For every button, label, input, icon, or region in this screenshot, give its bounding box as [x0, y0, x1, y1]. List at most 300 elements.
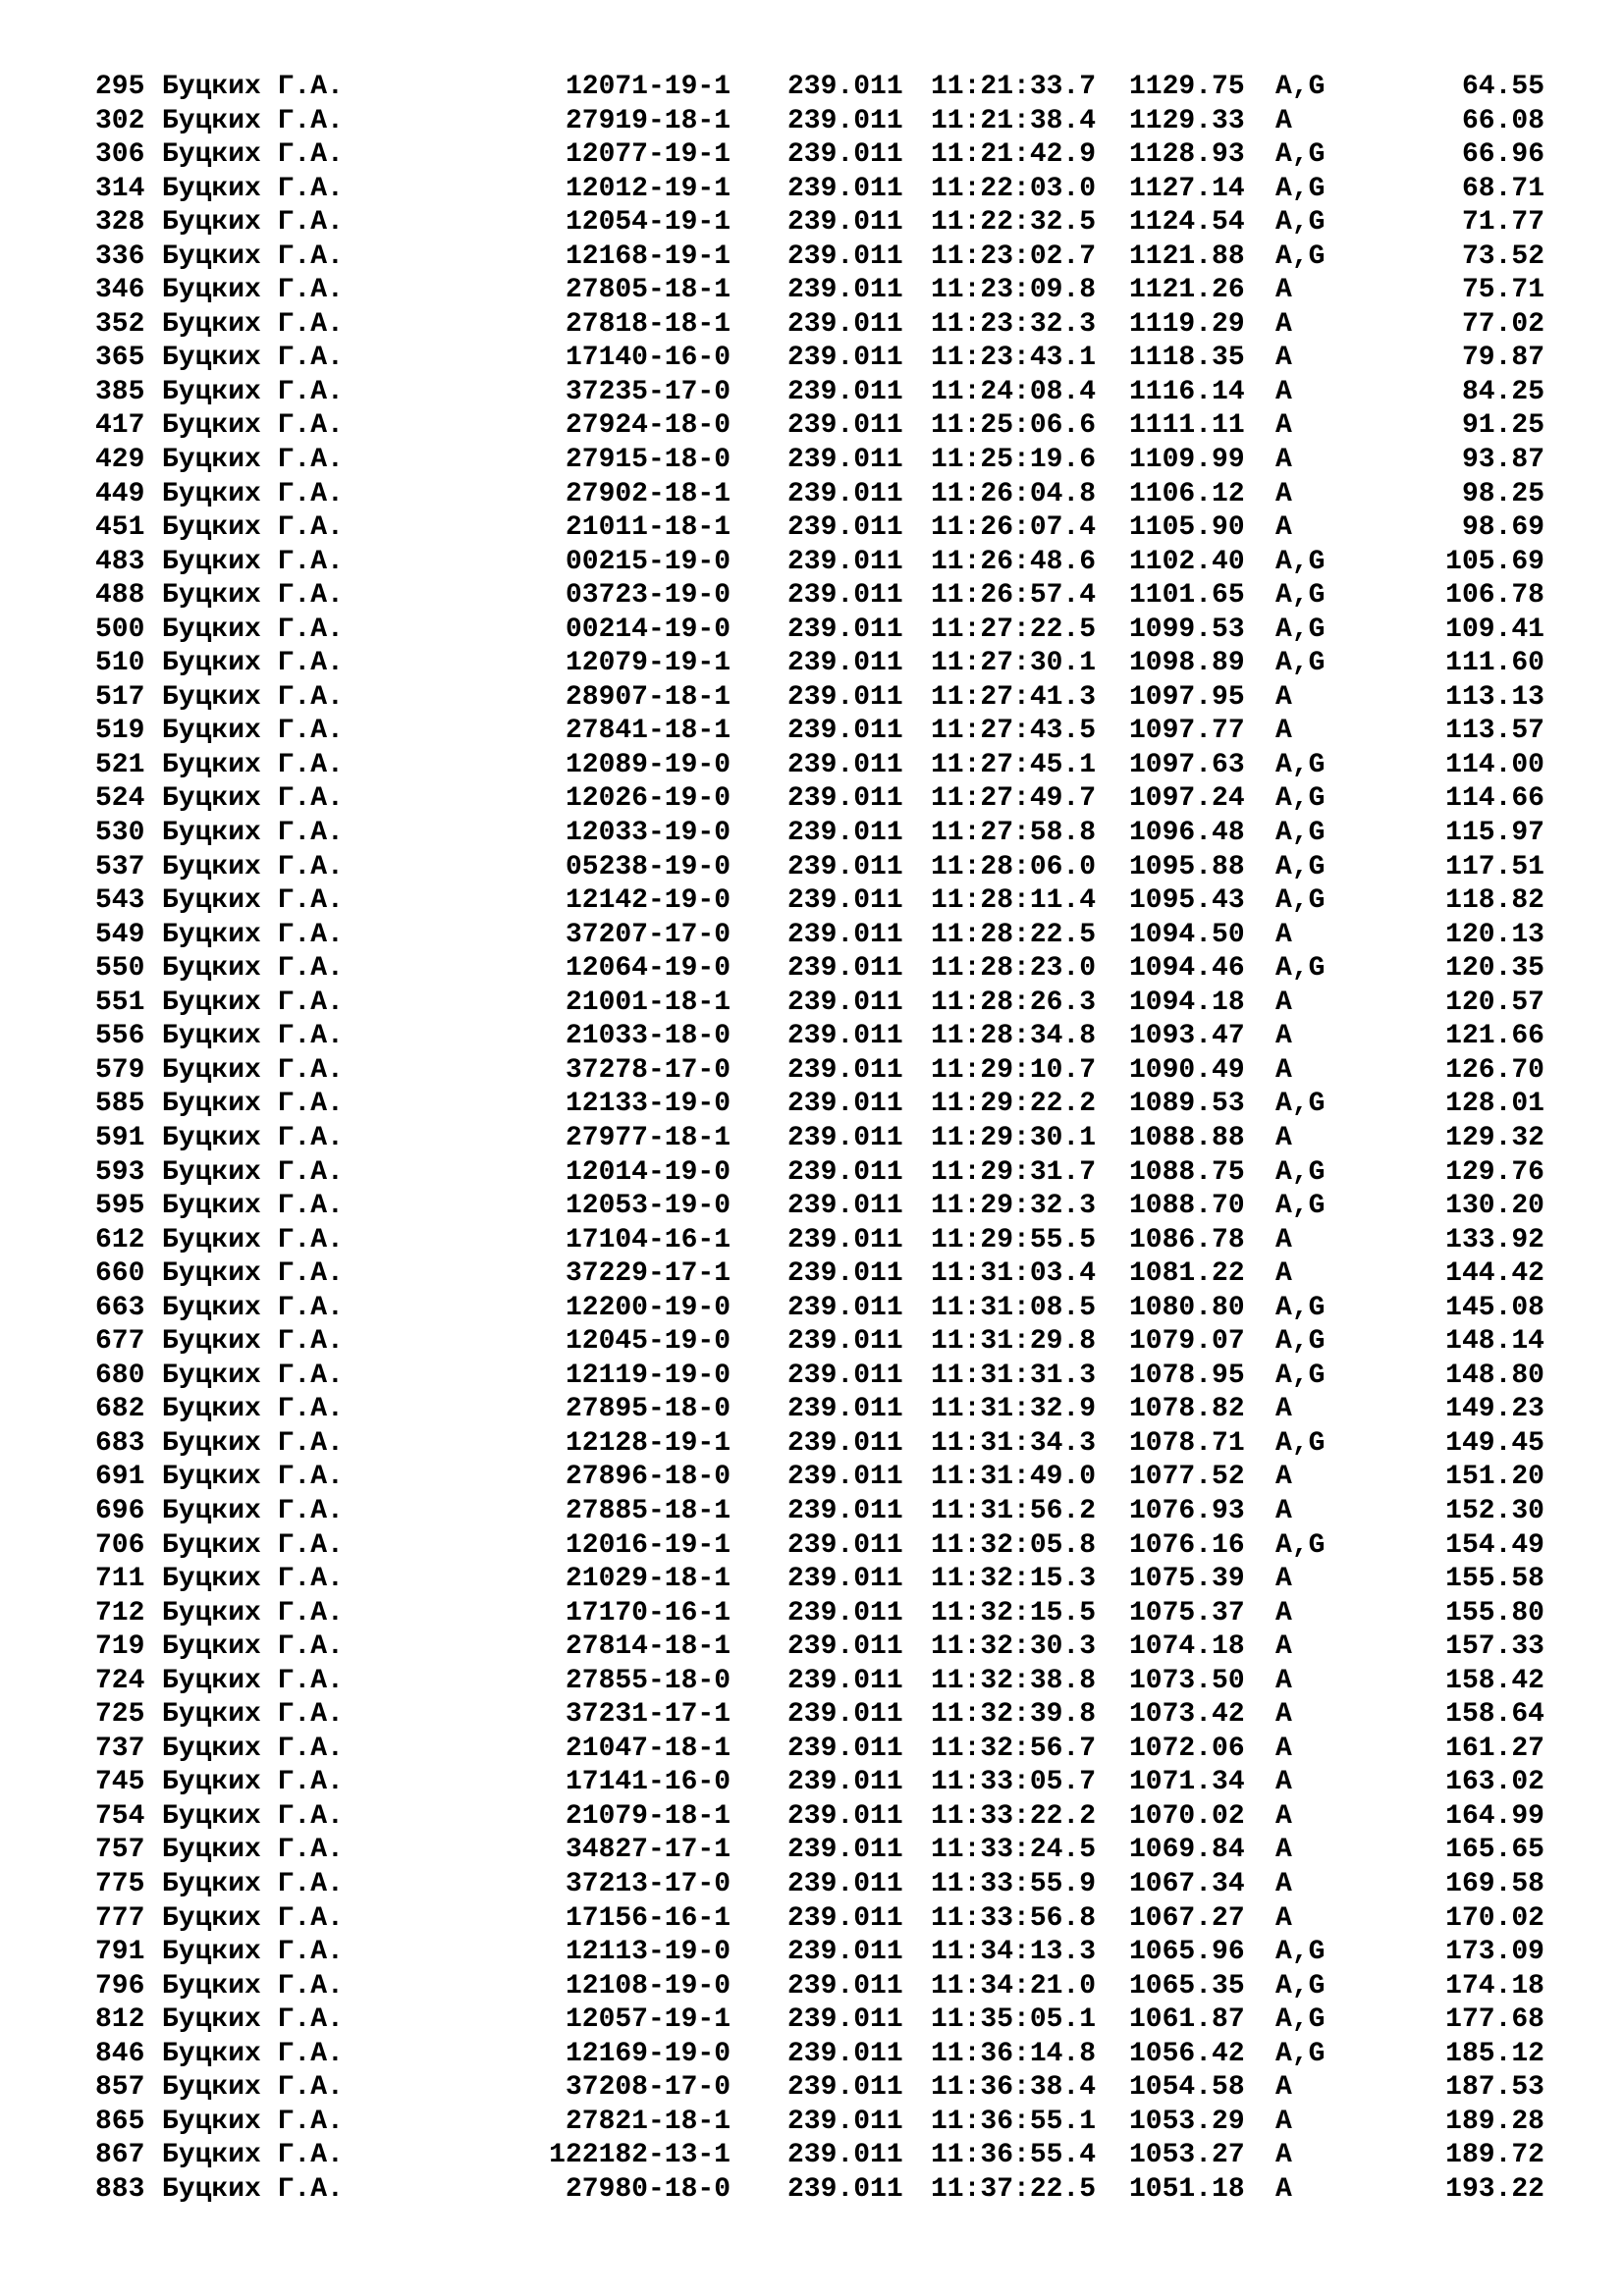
time-value: 11:22:32.5 — [931, 207, 1097, 239]
record-id: 00215-19-0 — [565, 546, 731, 577]
day-value: 239.011 — [787, 445, 903, 476]
table-row — [0, 206, 1624, 240]
result-value: 174.18 — [1445, 1970, 1544, 2002]
row-number: 417 — [95, 410, 145, 442]
day-value: 239.011 — [787, 105, 903, 136]
record-id: 122182-13-1 — [549, 2140, 731, 2171]
time-value: 11:21:33.7 — [931, 72, 1097, 102]
flags-value: A,G — [1275, 885, 1326, 917]
observer-name: Буцких Г.А. — [162, 1937, 344, 1968]
observer-name: Буцких Г.А. — [162, 987, 344, 1018]
flags-value: A,G — [1275, 1937, 1326, 1968]
flags-value: A,G — [1275, 818, 1326, 849]
record-id: 27821-18-1 — [565, 2106, 731, 2137]
observer-name: Буцких Г.А. — [162, 818, 344, 849]
observer-name: Буцких Г.А. — [162, 1089, 344, 1120]
record-id: 27814-18-1 — [565, 1631, 731, 1663]
flags-value: A,G — [1275, 614, 1326, 645]
time-value: 11:37:22.5 — [931, 2173, 1097, 2205]
time-value: 11:33:05.7 — [931, 1767, 1097, 1798]
observer-name: Буцких Г.А. — [162, 1462, 344, 1493]
flags-value: A — [1275, 1868, 1292, 1899]
time-value: 11:27:30.1 — [931, 648, 1097, 679]
time-value: 11:32:39.8 — [931, 1699, 1097, 1731]
result-value: 169.58 — [1445, 1868, 1544, 1899]
row-number: 696 — [95, 1495, 145, 1526]
observer-name: Буцких Г.А. — [162, 376, 344, 407]
record-id: 37235-17-0 — [565, 376, 731, 407]
day-value: 239.011 — [787, 783, 903, 815]
result-value: 130.20 — [1445, 1191, 1544, 1222]
flags-value: A,G — [1275, 1089, 1326, 1120]
row-number: 712 — [95, 1597, 145, 1629]
row-number: 711 — [95, 1564, 145, 1595]
observer-name: Буцких Г.А. — [162, 716, 344, 747]
row-number: 883 — [95, 2173, 145, 2205]
result-value: 189.28 — [1445, 2106, 1544, 2137]
result-value: 114.66 — [1445, 783, 1544, 815]
result-value: 148.14 — [1445, 1326, 1544, 1358]
result-value: 165.65 — [1445, 1835, 1544, 1866]
table-row — [0, 2106, 1624, 2140]
flags-value: A — [1275, 1462, 1292, 1493]
observer-name: Буцких Г.А. — [162, 1835, 344, 1866]
day-value: 239.011 — [787, 987, 903, 1018]
result-value: 148.80 — [1445, 1360, 1544, 1391]
measurement-value: 1121.26 — [1129, 275, 1245, 306]
record-id: 21033-18-0 — [565, 1021, 731, 1052]
row-number: 549 — [95, 919, 145, 950]
observer-name: Буцких Г.А. — [162, 851, 344, 882]
day-value: 239.011 — [787, 512, 903, 544]
row-number: 500 — [95, 614, 145, 645]
measurement-value: 1127.14 — [1129, 173, 1245, 204]
observer-name: Буцких Г.А. — [162, 445, 344, 476]
day-value: 239.011 — [787, 139, 903, 171]
observer-name: Буцких Г.А. — [162, 1021, 344, 1052]
day-value: 239.011 — [787, 376, 903, 407]
table-row — [0, 851, 1624, 885]
record-id: 21047-18-1 — [565, 1733, 731, 1764]
row-number: 867 — [95, 2140, 145, 2171]
table-row — [0, 1868, 1624, 1902]
observer-name: Буцких Г.А. — [162, 2106, 344, 2137]
row-number: 336 — [95, 240, 145, 272]
observer-name: Буцких Г.А. — [162, 614, 344, 645]
record-id: 37213-17-0 — [565, 1868, 731, 1899]
result-value: 193.22 — [1445, 2173, 1544, 2205]
flags-value: A — [1275, 2072, 1292, 2104]
row-number: 677 — [95, 1326, 145, 1358]
record-id: 12012-19-1 — [565, 173, 731, 204]
flags-value: A,G — [1275, 2004, 1326, 2036]
row-number: 777 — [95, 1902, 145, 1934]
flags-value: A — [1275, 1564, 1292, 1595]
observer-name: Буцких Г.А. — [162, 1529, 344, 1561]
flags-value: A,G — [1275, 749, 1326, 780]
record-id: 12077-19-1 — [565, 139, 731, 171]
row-number: 595 — [95, 1191, 145, 1222]
measurement-value: 1076.93 — [1129, 1495, 1245, 1526]
observer-name: Буцких Г.А. — [162, 1360, 344, 1391]
measurement-value: 1080.80 — [1129, 1292, 1245, 1323]
record-id: 27902-18-1 — [565, 478, 731, 509]
observer-name: Буцких Г.А. — [162, 1394, 344, 1425]
observer-name: Буцких Г.А. — [162, 1156, 344, 1188]
flags-value: A — [1275, 275, 1292, 306]
flags-value: A,G — [1275, 783, 1326, 815]
time-value: 11:32:05.8 — [931, 1529, 1097, 1561]
record-id: 37231-17-1 — [565, 1699, 731, 1731]
day-value: 239.011 — [787, 1191, 903, 1222]
day-value: 239.011 — [787, 410, 903, 442]
day-value: 239.011 — [787, 1394, 903, 1425]
result-value: 158.42 — [1445, 1665, 1544, 1696]
row-number: 593 — [95, 1156, 145, 1188]
row-number: 543 — [95, 885, 145, 917]
measurement-value: 1095.43 — [1129, 885, 1245, 917]
time-value: 11:27:22.5 — [931, 614, 1097, 645]
time-value: 11:36:14.8 — [931, 2038, 1097, 2069]
measurement-value: 1088.75 — [1129, 1156, 1245, 1188]
record-id: 21079-18-1 — [565, 1800, 731, 1832]
result-value: 84.25 — [1461, 376, 1544, 407]
row-number: 521 — [95, 749, 145, 780]
record-id: 00214-19-0 — [565, 614, 731, 645]
result-value: 79.87 — [1461, 343, 1544, 374]
result-value: 145.08 — [1445, 1292, 1544, 1323]
record-id: 37229-17-1 — [565, 1258, 731, 1290]
record-id: 12071-19-1 — [565, 72, 731, 102]
time-value: 11:27:58.8 — [931, 818, 1097, 849]
observer-name: Буцких Г.А. — [162, 546, 344, 577]
record-id: 12200-19-0 — [565, 1292, 731, 1323]
result-value: 113.13 — [1445, 681, 1544, 713]
row-number: 524 — [95, 783, 145, 815]
table-row — [0, 1088, 1624, 1122]
table-row — [0, 71, 1624, 105]
time-value: 11:23:09.8 — [931, 275, 1097, 306]
result-value: 64.55 — [1461, 72, 1544, 102]
flags-value: A — [1275, 1054, 1292, 1086]
observer-name: Буцких Г.А. — [162, 72, 344, 102]
time-value: 11:27:45.1 — [931, 749, 1097, 780]
measurement-value: 1102.40 — [1129, 546, 1245, 577]
measurement-value: 1061.87 — [1129, 2004, 1245, 2036]
flags-value: A — [1275, 2106, 1292, 2137]
flags-value: A,G — [1275, 1292, 1326, 1323]
flags-value: A — [1275, 105, 1292, 136]
flags-value: A,G — [1275, 1529, 1326, 1561]
measurement-value: 1051.18 — [1129, 2173, 1245, 2205]
measurement-value: 1129.33 — [1129, 105, 1245, 136]
row-number: 449 — [95, 478, 145, 509]
observer-name: Буцких Г.А. — [162, 1326, 344, 1358]
measurement-value: 1098.89 — [1129, 648, 1245, 679]
day-value: 239.011 — [787, 1665, 903, 1696]
time-value: 11:36:55.1 — [931, 2106, 1097, 2137]
row-number: 796 — [95, 1970, 145, 2002]
table-row — [0, 1698, 1624, 1733]
measurement-value: 1109.99 — [1129, 445, 1245, 476]
observer-name: Буцких Г.А. — [162, 1767, 344, 1798]
result-value: 155.80 — [1445, 1597, 1544, 1629]
record-id: 17156-16-1 — [565, 1902, 731, 1934]
table-row — [0, 579, 1624, 614]
row-number: 725 — [95, 1699, 145, 1731]
flags-value: A — [1275, 1733, 1292, 1764]
day-value: 239.011 — [787, 1529, 903, 1561]
time-value: 11:29:31.7 — [931, 1156, 1097, 1188]
measurement-value: 1118.35 — [1129, 343, 1245, 374]
record-id: 12079-19-1 — [565, 648, 731, 679]
observer-name: Буцких Г.А. — [162, 1292, 344, 1323]
measurement-value: 1073.42 — [1129, 1699, 1245, 1731]
row-number: 865 — [95, 2106, 145, 2137]
result-value: 154.49 — [1445, 1529, 1544, 1561]
row-number: 775 — [95, 1868, 145, 1899]
measurement-value: 1069.84 — [1129, 1835, 1245, 1866]
time-value: 11:31:03.4 — [931, 1258, 1097, 1290]
day-value: 239.011 — [787, 614, 903, 645]
row-number: 745 — [95, 1767, 145, 1798]
result-value: 113.57 — [1445, 716, 1544, 747]
result-value: 126.70 — [1445, 1054, 1544, 1086]
row-number: 385 — [95, 376, 145, 407]
observer-name: Буцких Г.А. — [162, 1427, 344, 1459]
result-value: 114.00 — [1445, 749, 1544, 780]
result-value: 149.45 — [1445, 1427, 1544, 1459]
row-number: 556 — [95, 1021, 145, 1052]
observer-name: Буцких Г.А. — [162, 885, 344, 917]
observer-name: Буцких Г.А. — [162, 1699, 344, 1731]
day-value: 239.011 — [787, 343, 903, 374]
day-value: 239.011 — [787, 546, 903, 577]
result-value: 144.42 — [1445, 1258, 1544, 1290]
observer-name: Буцких Г.А. — [162, 919, 344, 950]
flags-value: A,G — [1275, 580, 1326, 612]
measurement-value: 1078.82 — [1129, 1394, 1245, 1425]
observer-name: Буцких Г.А. — [162, 1258, 344, 1290]
record-id: 17170-16-1 — [565, 1597, 731, 1629]
time-value: 11:29:32.3 — [931, 1191, 1097, 1222]
observer-name: Буцких Г.А. — [162, 308, 344, 340]
observer-name: Буцких Г.А. — [162, 1054, 344, 1086]
day-value: 239.011 — [787, 648, 903, 679]
record-id: 17141-16-0 — [565, 1767, 731, 1798]
result-value: 117.51 — [1445, 851, 1544, 882]
time-value: 11:21:38.4 — [931, 105, 1097, 136]
flags-value: A — [1275, 1224, 1292, 1255]
row-number: 706 — [95, 1529, 145, 1561]
observer-name: Буцких Г.А. — [162, 749, 344, 780]
record-id: 21001-18-1 — [565, 987, 731, 1018]
day-value: 239.011 — [787, 1835, 903, 1866]
day-value: 239.011 — [787, 2038, 903, 2069]
time-value: 11:33:22.2 — [931, 1800, 1097, 1832]
table-row — [0, 1597, 1624, 1631]
flags-value: A,G — [1275, 851, 1326, 882]
flags-value: A — [1275, 1902, 1292, 1934]
observer-name: Буцких Г.А. — [162, 512, 344, 544]
day-value: 239.011 — [787, 2072, 903, 2104]
observer-name: Буцких Г.А. — [162, 1122, 344, 1153]
flags-value: A — [1275, 2140, 1292, 2171]
measurement-value: 1079.07 — [1129, 1326, 1245, 1358]
observer-name: Буцких Г.А. — [162, 1665, 344, 1696]
day-value: 239.011 — [787, 749, 903, 780]
table-row — [0, 2003, 1624, 2038]
time-value: 11:31:34.3 — [931, 1427, 1097, 1459]
day-value: 239.011 — [787, 1462, 903, 1493]
measurement-value: 1094.50 — [1129, 919, 1245, 950]
record-id: 27885-18-1 — [565, 1495, 731, 1526]
flags-value: A,G — [1275, 1326, 1326, 1358]
row-number: 488 — [95, 580, 145, 612]
result-value: 118.82 — [1445, 885, 1544, 917]
time-value: 11:33:24.5 — [931, 1835, 1097, 1866]
table-row — [0, 274, 1624, 308]
day-value: 239.011 — [787, 1564, 903, 1595]
day-value: 239.011 — [787, 1495, 903, 1526]
row-number: 352 — [95, 308, 145, 340]
result-value: 133.92 — [1445, 1224, 1544, 1255]
result-value: 77.02 — [1461, 308, 1544, 340]
result-value: 120.57 — [1445, 987, 1544, 1018]
observer-name: Буцких Г.А. — [162, 2072, 344, 2104]
flags-value: A — [1275, 2173, 1292, 2205]
flags-value: A — [1275, 1021, 1292, 1052]
row-number: 683 — [95, 1427, 145, 1459]
record-id: 12168-19-1 — [565, 240, 731, 272]
table-row — [0, 782, 1624, 817]
table-row — [0, 1257, 1624, 1292]
time-value: 11:28:11.4 — [931, 885, 1097, 917]
time-value: 11:33:55.9 — [931, 1868, 1097, 1899]
measurement-value: 1097.63 — [1129, 749, 1245, 780]
time-value: 11:32:15.5 — [931, 1597, 1097, 1629]
row-number: 295 — [95, 72, 145, 102]
row-number: 846 — [95, 2038, 145, 2069]
measurement-value: 1088.88 — [1129, 1122, 1245, 1153]
time-value: 11:26:57.4 — [931, 580, 1097, 612]
measurement-value: 1067.27 — [1129, 1902, 1245, 1934]
record-id: 17140-16-0 — [565, 343, 731, 374]
flags-value: A,G — [1275, 139, 1326, 171]
measurement-value: 1078.95 — [1129, 1360, 1245, 1391]
table-row — [0, 1529, 1624, 1564]
measurement-value: 1093.47 — [1129, 1021, 1245, 1052]
day-value: 239.011 — [787, 818, 903, 849]
observer-name: Буцких Г.А. — [162, 953, 344, 985]
measurement-value: 1071.34 — [1129, 1767, 1245, 1798]
table-row — [0, 681, 1624, 716]
record-id: 17104-16-1 — [565, 1224, 731, 1255]
record-id: 12053-19-0 — [565, 1191, 731, 1222]
result-value: 91.25 — [1461, 410, 1544, 442]
day-value: 239.011 — [787, 1970, 903, 2002]
flags-value: A,G — [1275, 1360, 1326, 1391]
result-value: 75.71 — [1461, 275, 1544, 306]
flags-value: A — [1275, 1699, 1292, 1731]
flags-value: A — [1275, 1597, 1292, 1629]
time-value: 11:34:21.0 — [931, 1970, 1097, 2002]
table-row — [0, 1020, 1624, 1054]
flags-value: A — [1275, 1767, 1292, 1798]
time-value: 11:31:29.8 — [931, 1326, 1097, 1358]
time-value: 11:27:43.5 — [931, 716, 1097, 747]
measurement-value: 1076.16 — [1129, 1529, 1245, 1561]
measurement-value: 1067.34 — [1129, 1868, 1245, 1899]
time-value: 11:27:41.3 — [931, 681, 1097, 713]
record-id: 12016-19-1 — [565, 1529, 731, 1561]
flags-value: A — [1275, 1122, 1292, 1153]
day-value: 239.011 — [787, 2140, 903, 2171]
flags-value: A,G — [1275, 207, 1326, 239]
observer-name: Буцких Г.А. — [162, 2004, 344, 2036]
row-number: 483 — [95, 546, 145, 577]
row-number: 757 — [95, 1835, 145, 1866]
time-value: 11:28:34.8 — [931, 1021, 1097, 1052]
measurement-value: 1094.46 — [1129, 953, 1245, 985]
measurement-value: 1094.18 — [1129, 987, 1245, 1018]
result-value: 185.12 — [1445, 2038, 1544, 2069]
table-row — [0, 1461, 1624, 1495]
table-row — [0, 1936, 1624, 1970]
row-number: 550 — [95, 953, 145, 985]
table-row — [0, 2139, 1624, 2173]
flags-value: A,G — [1275, 1156, 1326, 1188]
day-value: 239.011 — [787, 240, 903, 272]
measurement-value: 1116.14 — [1129, 376, 1245, 407]
result-value: 68.71 — [1461, 173, 1544, 204]
time-value: 11:34:13.3 — [931, 1937, 1097, 1968]
flags-value: A — [1275, 512, 1292, 544]
row-number: 754 — [95, 1800, 145, 1832]
record-id: 37208-17-0 — [565, 2072, 731, 2104]
observer-name: Буцких Г.А. — [162, 2140, 344, 2171]
observer-name: Буцких Г.А. — [162, 1733, 344, 1764]
day-value: 239.011 — [787, 308, 903, 340]
table-row — [0, 1902, 1624, 1937]
table-row — [0, 1665, 1624, 1699]
time-value: 11:29:22.2 — [931, 1089, 1097, 1120]
measurement-value: 1075.39 — [1129, 1564, 1245, 1595]
observer-name: Буцких Г.А. — [162, 343, 344, 374]
flags-value: A,G — [1275, 173, 1326, 204]
table-row — [0, 1427, 1624, 1462]
flags-value: A,G — [1275, 953, 1326, 985]
record-id: 27977-18-1 — [565, 1122, 731, 1153]
measurement-value: 1121.88 — [1129, 240, 1245, 272]
flags-value: A,G — [1275, 1191, 1326, 1222]
table-row — [0, 1834, 1624, 1868]
row-number: 680 — [95, 1360, 145, 1391]
observer-name: Буцких Г.А. — [162, 1597, 344, 1629]
record-id: 27924-18-0 — [565, 410, 731, 442]
result-value: 189.72 — [1445, 2140, 1544, 2171]
record-id: 27805-18-1 — [565, 275, 731, 306]
observer-name: Буцких Г.А. — [162, 1564, 344, 1595]
record-id: 27980-18-0 — [565, 2173, 731, 2205]
time-value: 11:23:43.1 — [931, 343, 1097, 374]
result-value: 109.41 — [1445, 614, 1544, 645]
record-id: 12026-19-0 — [565, 783, 731, 815]
row-number: 519 — [95, 716, 145, 747]
day-value: 239.011 — [787, 1800, 903, 1832]
day-value: 239.011 — [787, 1089, 903, 1120]
result-value: 155.58 — [1445, 1564, 1544, 1595]
